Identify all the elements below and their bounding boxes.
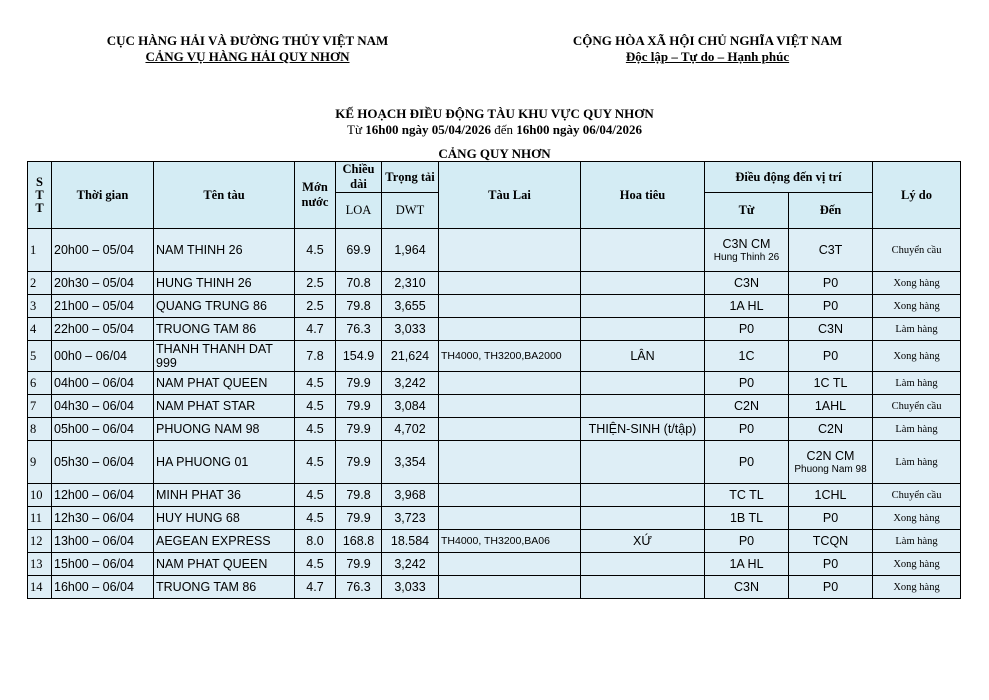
table-row	[28, 507, 961, 530]
from-position: TC TL	[729, 488, 764, 502]
cell-reason: Chuyển cầu	[873, 395, 961, 418]
cell-draft: 4.5	[295, 507, 336, 530]
cell-reason: Làm hàng	[873, 530, 961, 553]
to-position: 1C TL	[813, 376, 848, 390]
cell-stt: 14	[28, 576, 52, 599]
cell-reason: Xong hàng	[873, 507, 961, 530]
cell-reason: Làm hàng	[873, 372, 961, 395]
col-pilot: Hoa tiêu	[581, 162, 705, 229]
cell-reason: Chuyển cầu	[873, 229, 961, 272]
cell-dwt: 3,033	[382, 576, 439, 599]
cell-draft: 4.7	[295, 318, 336, 341]
cell-loa: 168.8	[336, 530, 382, 553]
table-row	[28, 553, 961, 576]
cell-ship: HUY HUNG 68	[154, 507, 295, 530]
cell-to	[789, 229, 873, 272]
port-authority-name: CẢNG VỤ HÀNG HẢI QUY NHƠN	[145, 49, 350, 64]
col-length-unit: LOA	[336, 193, 382, 229]
cell-from	[705, 341, 789, 372]
to-position: C3N	[818, 322, 844, 336]
cell-time: 12h00 – 06/04	[52, 484, 154, 507]
cell-pilot	[581, 318, 705, 341]
cell-stt: 10	[28, 484, 52, 507]
cell-dwt: 21,624	[382, 341, 439, 372]
table-row	[28, 229, 961, 272]
cell-draft: 4.5	[295, 395, 336, 418]
cell-dwt: 3,033	[382, 318, 439, 341]
agency-name: CỤC HÀNG HẢI VÀ ĐƯỜNG THỦY VIỆT NAM	[106, 33, 389, 48]
cell-ship: NAM THINH 26	[154, 229, 295, 272]
cell-dwt: 3,084	[382, 395, 439, 418]
from-position: C3N CM	[722, 236, 771, 251]
cell-from	[705, 553, 789, 576]
from-position: 1A HL	[729, 557, 764, 571]
cell-draft: 2.5	[295, 295, 336, 318]
cell-ship: HA PHUONG 01	[154, 441, 295, 484]
cell-loa: 79.9	[336, 395, 382, 418]
col-reason: Lý do	[873, 162, 961, 229]
col-tonnage: Trọng tải	[382, 162, 439, 193]
from-word: Từ	[347, 122, 366, 137]
cell-to	[789, 395, 873, 418]
cell-draft: 2.5	[295, 272, 336, 295]
table-row	[28, 576, 961, 599]
cell-tug	[439, 553, 581, 576]
cell-draft: 4.5	[295, 372, 336, 395]
cell-loa: 79.8	[336, 295, 382, 318]
cell-tug	[439, 272, 581, 295]
to-position: P0	[822, 349, 839, 363]
cell-stt: 7	[28, 395, 52, 418]
cell-time: 12h30 – 06/04	[52, 507, 154, 530]
col-draft: Mớn nước	[295, 162, 336, 229]
to-position: P0	[822, 299, 839, 313]
cell-pilot	[581, 295, 705, 318]
table-row	[28, 441, 961, 484]
cell-reason: Xong hàng	[873, 295, 961, 318]
from-note: Hung Thinh 26	[713, 251, 780, 263]
from-position: 1A HL	[729, 299, 764, 313]
cell-pilot: THIỆN-SINH (t/tập)	[581, 418, 705, 441]
to-position: C2N CM	[806, 448, 855, 463]
from-position: P0	[738, 322, 755, 336]
cell-to	[789, 318, 873, 341]
col-time: Thời gian	[52, 162, 154, 229]
cell-pilot	[581, 372, 705, 395]
cell-stt: 9	[28, 441, 52, 484]
col-stt: S T T	[28, 162, 52, 229]
cell-time: 05h30 – 06/04	[52, 441, 154, 484]
from-position: C2N	[733, 399, 759, 413]
table-row	[28, 272, 961, 295]
to-time: 16h00 ngày 06/04/2026	[516, 122, 642, 137]
table-row	[28, 295, 961, 318]
cell-ship: NAM PHAT STAR	[154, 395, 295, 418]
cell-stt: 4	[28, 318, 52, 341]
cell-loa: 79.9	[336, 418, 382, 441]
cell-stt: 12	[28, 530, 52, 553]
cell-tug	[439, 318, 581, 341]
cell-from	[705, 484, 789, 507]
cell-dwt: 3,242	[382, 372, 439, 395]
cell-reason: Chuyển cầu	[873, 484, 961, 507]
cell-draft: 8.0	[295, 530, 336, 553]
cell-from	[705, 295, 789, 318]
cell-draft: 4.5	[295, 418, 336, 441]
cell-ship: HUNG THINH 26	[154, 272, 295, 295]
cell-ship: AEGEAN EXPRESS	[154, 530, 295, 553]
to-position: P0	[822, 557, 839, 571]
cell-ship: TRUONG TAM 86	[154, 318, 295, 341]
to-word: đến	[490, 122, 517, 137]
cell-pilot: XỨ	[581, 530, 705, 553]
cell-reason: Làm hàng	[873, 318, 961, 341]
cell-dwt: 4,702	[382, 418, 439, 441]
cell-dwt: 18.584	[382, 530, 439, 553]
header-right	[520, 33, 895, 65]
cell-stt: 5	[28, 341, 52, 372]
cell-pilot	[581, 229, 705, 272]
table-row	[28, 341, 961, 372]
cell-stt: 1	[28, 229, 52, 272]
to-position: P0	[822, 511, 839, 525]
ship-movement-table	[27, 161, 961, 599]
from-position: P0	[738, 455, 755, 469]
cell-stt: 3	[28, 295, 52, 318]
cell-draft: 4.5	[295, 441, 336, 484]
cell-reason: Làm hàng	[873, 418, 961, 441]
cell-reason: Xong hàng	[873, 553, 961, 576]
from-position: P0	[738, 422, 755, 436]
table-row	[28, 418, 961, 441]
cell-pilot	[581, 576, 705, 599]
header-left	[60, 33, 435, 65]
cell-draft: 4.5	[295, 484, 336, 507]
col-length: Chiều dài	[336, 162, 382, 193]
cell-pilot	[581, 272, 705, 295]
cell-dwt: 1,964	[382, 229, 439, 272]
to-position: 1AHL	[814, 399, 847, 413]
from-position: C3N	[733, 276, 759, 290]
cell-from	[705, 441, 789, 484]
from-position: P0	[738, 534, 755, 548]
from-position: 1B TL	[729, 511, 764, 525]
to-position: P0	[822, 276, 839, 290]
cell-loa: 76.3	[336, 318, 382, 341]
cell-time: 05h00 – 06/04	[52, 418, 154, 441]
table-row	[28, 318, 961, 341]
col-move: Điều động đến vị trí	[705, 162, 873, 193]
cell-stt: 13	[28, 553, 52, 576]
cell-from	[705, 530, 789, 553]
cell-loa: 76.3	[336, 576, 382, 599]
cell-to	[789, 530, 873, 553]
cell-tug	[439, 441, 581, 484]
cell-to	[789, 272, 873, 295]
cell-to	[789, 418, 873, 441]
cell-ship: MINH PHAT 36	[154, 484, 295, 507]
cell-to	[789, 553, 873, 576]
cell-loa: 79.9	[336, 372, 382, 395]
cell-to	[789, 372, 873, 395]
cell-dwt: 2,310	[382, 272, 439, 295]
cell-pilot	[581, 395, 705, 418]
from-position: P0	[738, 376, 755, 390]
cell-draft: 4.5	[295, 553, 336, 576]
cell-from	[705, 372, 789, 395]
cell-tug: TH4000, TH3200,BA2000	[439, 341, 581, 372]
col-to: Đến	[789, 193, 873, 229]
cell-reason: Xong hàng	[873, 272, 961, 295]
cell-dwt: 3,242	[382, 553, 439, 576]
cell-loa: 79.9	[336, 507, 382, 530]
to-position: TCQN	[812, 534, 849, 548]
cell-reason: Làm hàng	[873, 441, 961, 484]
cell-time: 15h00 – 06/04	[52, 553, 154, 576]
cell-to	[789, 507, 873, 530]
cell-to	[789, 441, 873, 484]
cell-from	[705, 576, 789, 599]
cell-dwt: 3,354	[382, 441, 439, 484]
table-row	[28, 530, 961, 553]
cell-tug	[439, 484, 581, 507]
cell-loa: 154.9	[336, 341, 382, 372]
cell-dwt: 3,655	[382, 295, 439, 318]
cell-loa: 70.8	[336, 272, 382, 295]
cell-tug	[439, 372, 581, 395]
cell-reason: Xong hàng	[873, 576, 961, 599]
cell-time: 20h30 – 05/04	[52, 272, 154, 295]
from-position: C3N	[733, 580, 759, 594]
cell-time: 00h0 – 06/04	[52, 341, 154, 372]
col-tonnage-unit: DWT	[382, 193, 439, 229]
cell-stt: 2	[28, 272, 52, 295]
cell-draft: 7.8	[295, 341, 336, 372]
cell-time: 16h00 – 06/04	[52, 576, 154, 599]
cell-ship: QUANG TRUNG 86	[154, 295, 295, 318]
cell-pilot: LÂN	[581, 341, 705, 372]
to-position: P0	[822, 580, 839, 594]
cell-tug	[439, 507, 581, 530]
to-position: C2N	[818, 422, 844, 436]
cell-to	[789, 295, 873, 318]
cell-draft: 4.5	[295, 229, 336, 272]
cell-stt: 6	[28, 372, 52, 395]
from-position: 1C	[738, 349, 755, 363]
cell-ship: PHUONG NAM 98	[154, 418, 295, 441]
table-row	[28, 395, 961, 418]
cell-to	[789, 576, 873, 599]
cell-time: 04h00 – 06/04	[52, 372, 154, 395]
cell-ship: TRUONG TAM 86	[154, 576, 295, 599]
cell-tug	[439, 576, 581, 599]
cell-time: 04h30 – 06/04	[52, 395, 154, 418]
cell-loa: 69.9	[336, 229, 382, 272]
cell-reason: Xong hàng	[873, 341, 961, 372]
cell-ship: THANH THANH DAT 999	[154, 341, 295, 372]
cell-from	[705, 229, 789, 272]
cell-to	[789, 341, 873, 372]
cell-time: 21h00 – 05/04	[52, 295, 154, 318]
cell-stt: 8	[28, 418, 52, 441]
cell-dwt: 3,968	[382, 484, 439, 507]
to-position: C3T	[818, 243, 843, 257]
cell-from	[705, 418, 789, 441]
col-ship: Tên tàu	[154, 162, 295, 229]
cell-loa: 79.9	[336, 553, 382, 576]
cell-pilot	[581, 553, 705, 576]
cell-tug	[439, 295, 581, 318]
cell-to	[789, 484, 873, 507]
cell-from	[705, 272, 789, 295]
cell-dwt: 3,723	[382, 507, 439, 530]
table-row	[28, 484, 961, 507]
page-title: KẾ HOẠCH ĐIỀU ĐỘNG TÀU KHU VỰC QUY NHƠN	[335, 106, 654, 121]
country-name: CỘNG HÒA XÃ HỘI CHỦ NGHĨA VIỆT NAM	[572, 33, 843, 48]
to-note: Phuong Nam 98	[794, 463, 867, 475]
cell-tug	[439, 229, 581, 272]
cell-draft: 4.7	[295, 576, 336, 599]
cell-tug	[439, 395, 581, 418]
cell-time: 22h00 – 05/04	[52, 318, 154, 341]
col-tug: Tàu Lai	[439, 162, 581, 229]
motto: Độc lập – Tự do – Hạnh phúc	[625, 49, 790, 64]
cell-from	[705, 395, 789, 418]
cell-pilot	[581, 507, 705, 530]
cell-ship: NAM PHAT QUEEN	[154, 553, 295, 576]
date-range	[0, 122, 989, 137]
cell-tug	[439, 418, 581, 441]
cell-from	[705, 318, 789, 341]
cell-from	[705, 507, 789, 530]
cell-pilot	[581, 441, 705, 484]
cell-loa: 79.9	[336, 441, 382, 484]
cell-pilot	[581, 484, 705, 507]
port-name: CẢNG QUY NHƠN	[438, 146, 551, 161]
cell-stt: 11	[28, 507, 52, 530]
cell-ship: NAM PHAT QUEEN	[154, 372, 295, 395]
cell-tug: TH4000, TH3200,BA06	[439, 530, 581, 553]
col-from: Từ	[705, 193, 789, 229]
cell-time: 20h00 – 05/04	[52, 229, 154, 272]
from-time: 16h00 ngày 05/04/2026	[365, 122, 491, 137]
table-row	[28, 372, 961, 395]
cell-loa: 79.8	[336, 484, 382, 507]
cell-time: 13h00 – 06/04	[52, 530, 154, 553]
to-position: 1CHL	[814, 488, 847, 502]
